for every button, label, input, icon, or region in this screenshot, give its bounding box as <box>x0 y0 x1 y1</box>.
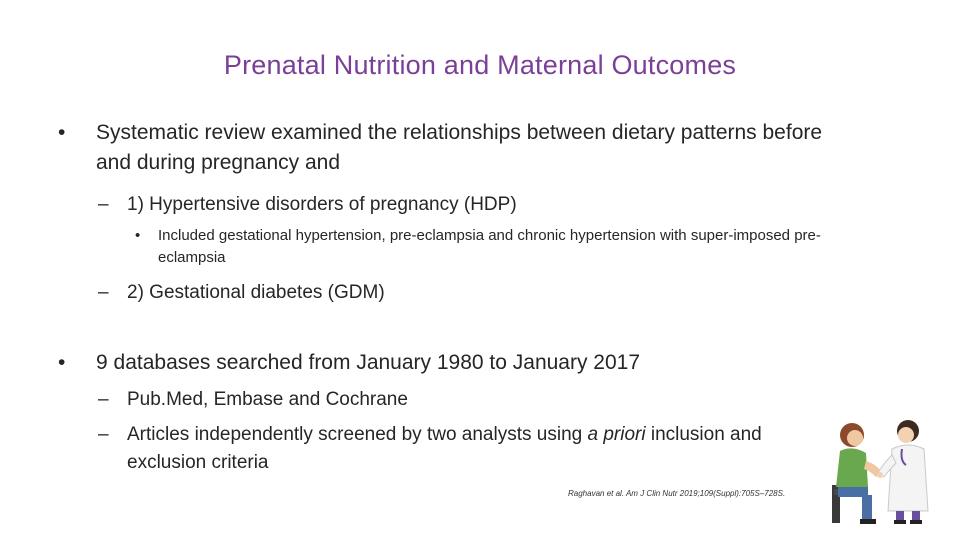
text-segment: Articles independently screened by two analysts using <box>127 424 588 445</box>
doctor-checking-patient-illustration <box>822 415 940 527</box>
bullet-marker: • <box>135 227 141 244</box>
bullet-marker: • <box>58 121 66 144</box>
dash-marker: – <box>98 389 109 410</box>
bullet-2 <box>58 348 838 378</box>
dash-marker: – <box>98 424 109 445</box>
sub-bullet-2-1 <box>98 386 838 414</box>
slide-title: Prenatal Nutrition and Maternal Outcomes <box>223 50 737 80</box>
dash-marker: – <box>98 282 109 303</box>
bullet-2-text: 9 databases searched from January 1980 to January 2017 <box>96 351 641 374</box>
bullet-marker: • <box>58 351 66 374</box>
sub-bullet-1-1 <box>98 191 838 219</box>
sub-bullet-1-1-text: 1) Hypertensive disorders of pregnancy (HDP) <box>127 194 517 215</box>
sub-sub-bullet-1-1-1 <box>135 225 835 269</box>
sub-bullet-1-2 <box>98 279 838 307</box>
sub-bullet-2-2 <box>98 421 798 477</box>
sub-sub-bullet-1-1-1-text: Included gestational hypertension, pre-eclampsia and chronic hypertension with super-imposed pre-eclampsia <box>158 227 821 266</box>
sub-bullet-2-2-text <box>127 421 798 477</box>
sub-bullet-1-2-text: 2) Gestational diabetes (GDM) <box>127 282 385 303</box>
dash-marker: – <box>98 194 109 215</box>
sub-bullet-2-1-text: Pub.Med, Embase and Cochrane <box>127 389 408 410</box>
citation: Raghavan et al. Am J Clin Nutr 2019;109(Suppl):705S–728S. <box>568 489 786 498</box>
italic-term: a priori <box>587 424 646 445</box>
bullet-1 <box>58 118 838 178</box>
bullet-1-text: Systematic review examined the relationships between dietary patterns before and during pregnancy and <box>96 121 823 174</box>
text-segment: inclusion and exclusion criteria <box>127 424 762 473</box>
